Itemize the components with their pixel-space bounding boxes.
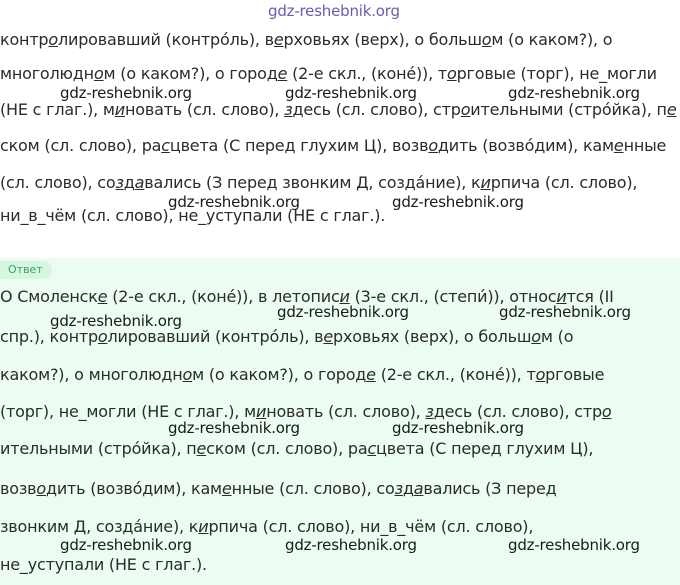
marked-letter: о [601,402,612,421]
marked-letter: о [48,30,58,49]
marked-letter: с [367,439,377,458]
marked-letter: о [460,100,471,119]
watermark: gdz-reshebnik.org [499,303,631,321]
marked-letter: о [481,30,492,49]
watermark: gdz-reshebnik.org [277,303,409,321]
marked-letter: е [666,100,677,119]
answer-badge: Ответ [0,261,52,279]
marked-letter: и [556,287,567,306]
marked-letter: и [339,287,350,306]
watermark: gdz-reshebnik.org [285,84,417,102]
marked-letter: е [323,327,334,346]
watermark: gdz-reshebnik.org [168,419,300,437]
marked-letter: о [535,365,546,384]
marked-letter: о [428,136,438,155]
watermark: gdz-reshebnik.org [50,312,182,330]
marked-letter: о [97,327,108,346]
marked-letter: з [425,402,434,421]
marked-letter: о [36,479,46,498]
marked-letter: е [366,365,376,384]
watermark: gdz-reshebnik.org [508,84,640,102]
watermark-header [0,0,680,24]
marked-letter: а [413,479,424,498]
watermark: gdz-reshebnik.org [60,84,192,102]
watermark: gdz-reshebnik.org [285,536,417,554]
marked-letter: з [394,479,403,498]
watermark: gdz-reshebnik.org [268,2,400,20]
watermark: gdz-reshebnik.org [392,419,524,437]
marked-letter: и [198,517,209,536]
marked-letter: е [273,30,284,49]
marked-letter: е [277,64,288,83]
watermark: gdz-reshebnik.org [168,193,300,211]
marked-letter: и [255,402,267,421]
marked-letter: з [284,100,293,119]
marked-letter: с [161,136,170,155]
watermark: gdz-reshebnik.org [392,193,524,211]
marked-letter: о [182,365,193,384]
marked-letter: о [93,64,104,83]
marked-letter: о [446,64,457,83]
marked-letter: и [480,173,491,192]
marked-letter: о [531,327,541,346]
watermark: gdz-reshebnik.org [508,536,640,554]
marked-letter: е [221,479,232,498]
marked-letter: е [613,136,624,155]
marked-letter: е [196,439,207,458]
marked-letter: и [114,100,125,119]
marked-letter: а [134,173,145,192]
marked-letter: з [115,173,124,192]
marked-letter: е [97,287,108,306]
watermark: gdz-reshebnik.org [60,536,192,554]
